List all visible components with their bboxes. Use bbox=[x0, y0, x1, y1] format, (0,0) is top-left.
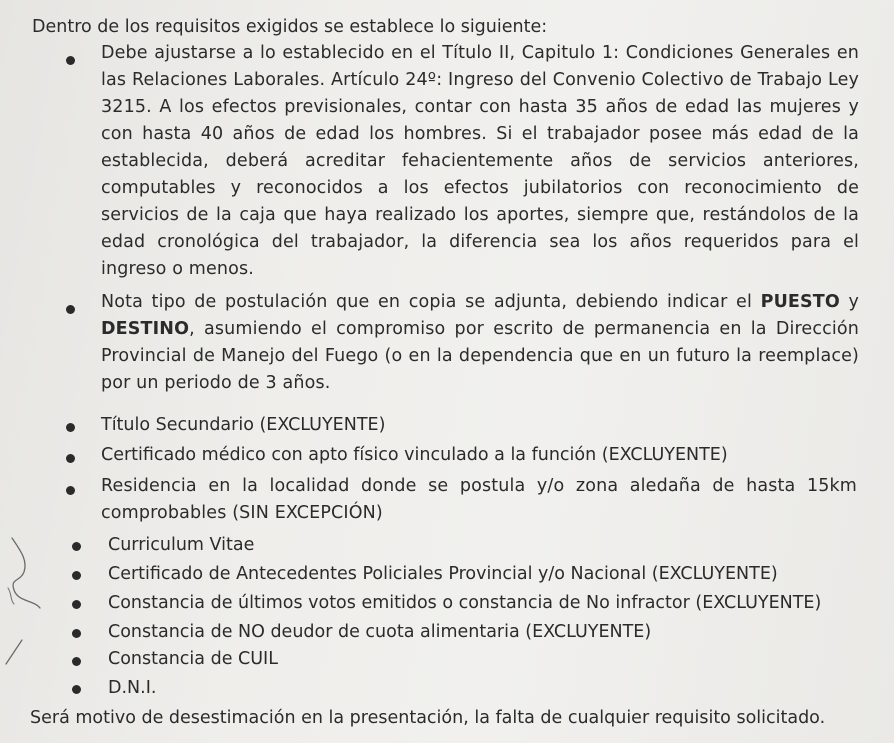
bullet-icon bbox=[72, 542, 81, 551]
bullet-icon bbox=[66, 454, 75, 463]
bullet-icon bbox=[72, 571, 81, 580]
list-item-text: Constancia de NO deudor de cuota alimentaria (EXCLUYENTE) bbox=[108, 622, 652, 642]
intro-text: Dentro de los requisitos exigidos se establece lo siguiente: bbox=[32, 17, 548, 37]
list-item-text: D.N.I. bbox=[108, 678, 157, 698]
bullet-icon bbox=[72, 657, 81, 666]
list-item-text: Residencia en la localidad donde se postula y/o zona aledaña de hasta 15km comprobables (SIN EXCEPCIÓN) bbox=[101, 476, 857, 523]
bullet-icon bbox=[66, 423, 75, 432]
bullet-icon bbox=[66, 56, 75, 65]
list-item-text: Título Secundario (EXCLUYENTE) bbox=[101, 415, 386, 435]
list-item-text: Constancia de CUIL bbox=[108, 649, 278, 669]
list-item-text-part: Nota tipo de postulación que en copia se adjunta, debiendo indicar el bbox=[101, 292, 752, 312]
list-item-text-part: , asumiendo el compromiso por escrito de permanencia en la Dirección Provincial de Manejo del Fuego (o en la dependencia que en un futuro la reemplace) por un periodo de 3 años. bbox=[101, 319, 859, 393]
pen-mark-icon bbox=[0, 530, 60, 680]
list-item-text: Curriculum Vitae bbox=[108, 535, 255, 555]
list-item-text: Debe ajustarse a lo establecido en el Título II, Capitulo 1: Condiciones Generales en las Relaciones Laborales. Artículo 24º: Ingreso del Convenio Colectivo de Trabajo Ley 3215. A los efectos previsionales, contar con hasta 35 años de edad las mujeres y con hasta 40 años de edad los hombres. Si el trabajador posee más edad de la establecida, deberá acreditar fehacientemente años de servicios anteriores, computables y reconocidos a los efectos jubilatorios con reconocimiento de servicios de la caja que haya realizado los aportes, siempre que, restándolos de la edad cronológica del trabajador, la diferencia sea los años requeridos para el ingreso o menos. bbox=[101, 43, 859, 279]
destino-bold: DESTINO bbox=[101, 319, 190, 339]
list-item-text: Constancia de últimos votos emitidos o constancia de No infractor (EXCLUYENTE) bbox=[108, 593, 822, 613]
bullet-icon bbox=[72, 629, 81, 638]
puesto-bold: PUESTO bbox=[760, 292, 840, 312]
list-item-text: Certificado de Antecedentes Policiales Provincial y/o Nacional (EXCLUYENTE) bbox=[108, 564, 778, 584]
bullet-icon bbox=[72, 685, 81, 694]
bullet-icon bbox=[66, 486, 75, 495]
list-item-text-part: y bbox=[848, 292, 860, 312]
closing-text: Será motivo de desestimación en la presentación, la falta de cualquier requisito solicitado. bbox=[30, 708, 826, 728]
bullet-icon bbox=[72, 600, 81, 609]
bullet-icon bbox=[66, 305, 75, 314]
list-item-text: Certificado médico con apto físico vinculado a la función (EXCLUYENTE) bbox=[101, 445, 728, 465]
list-item-text bbox=[101, 289, 859, 397]
